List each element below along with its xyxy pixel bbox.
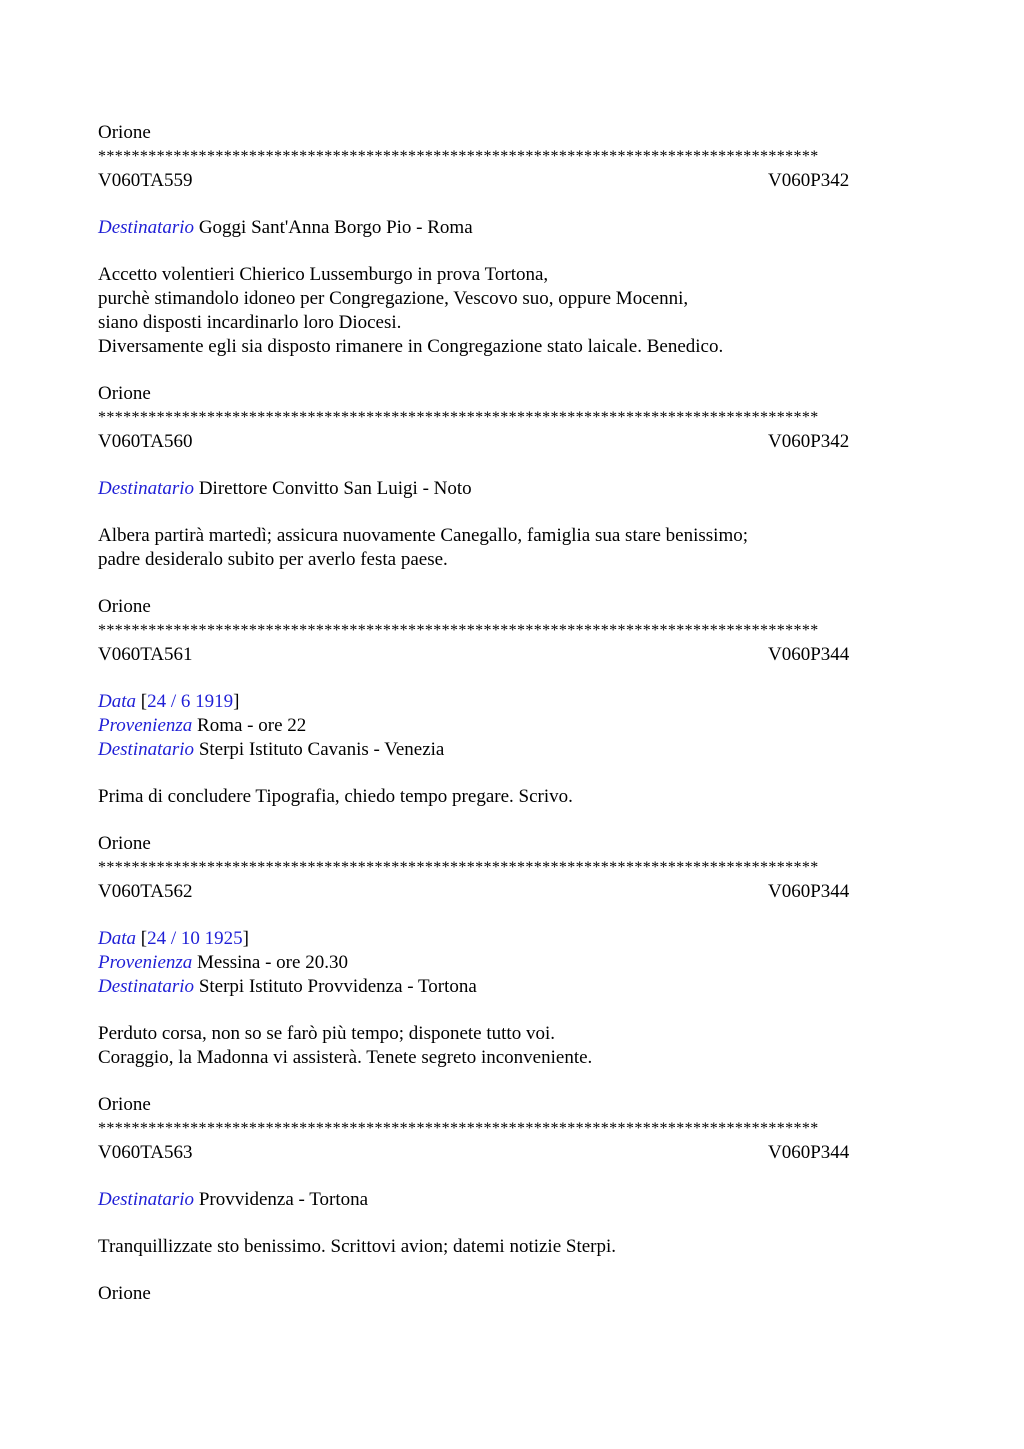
recipient-label: Destinatario [98, 217, 195, 238]
origin-label: Provenienza [98, 715, 193, 736]
body-line: Albera partirà martedì; assicura nuovamente Canegallo, famiglia sua stare benissimo; [98, 525, 748, 546]
recipient-line [98, 1188, 924, 1212]
document-page [98, 121, 924, 1306]
date-label: Data [98, 691, 136, 712]
body-line: Accetto volentieri Chierico Lussemburgo in prova Tortona, [98, 264, 549, 285]
separator-line: ************************************************************************************** [98, 859, 819, 876]
page-reference: V060P344 [768, 1142, 850, 1163]
origin-value: Roma - ore 22 [197, 715, 307, 736]
date-label: Data [98, 928, 136, 949]
recipient-label: Destinatario [98, 976, 195, 997]
recipient-line [98, 477, 924, 501]
telegram-entry [98, 1117, 924, 1306]
date-line: Data [24 / 6 1919] [98, 691, 240, 712]
entry-id-row [98, 1141, 924, 1165]
entry-id: V060TA560 [98, 431, 193, 452]
body-line: Diversamente egli sia disposto rimanere in Congregazione stato laicale. Benedico. [98, 336, 724, 357]
body-line: purchè stimandolo idoneo per Congregazione, Vescovo suo, oppure Mocenni, [98, 288, 689, 309]
origin-line [98, 951, 924, 975]
entry-id: V060TA562 [98, 881, 193, 902]
body-line: Perduto corsa, non so se farò più tempo; disponete tutto voi. [98, 1023, 555, 1044]
origin-value: Messina - ore 20.30 [197, 952, 348, 973]
date-value: 24 / 10 1925 [147, 928, 243, 949]
header-signature: Orione [98, 122, 151, 143]
separator-line: ************************************************************************************** [98, 1120, 819, 1137]
recipient-value: Direttore Convitto San Luigi - Noto [198, 478, 472, 499]
signature: Orione [98, 596, 151, 617]
recipient-value: Sterpi Istituto Cavanis - Venezia [198, 739, 445, 760]
origin-label: Provenienza [98, 952, 193, 973]
date-line: Data [24 / 10 1925] [98, 928, 249, 949]
recipient-line [98, 975, 924, 999]
recipient-value: Goggi Sant'Anna Borgo Pio - Roma [198, 217, 473, 238]
entry-id: V060TA563 [98, 1142, 193, 1163]
signature: Orione [98, 383, 151, 404]
signature: Orione [98, 1283, 151, 1304]
signature: Orione [98, 833, 151, 854]
date-value: 24 / 6 1919 [147, 691, 234, 712]
separator-line: ************************************************************************************** [98, 148, 819, 165]
page-reference: V060P344 [768, 644, 850, 665]
page-reference: V060P342 [768, 170, 850, 191]
body-line: siano disposti incardinarlo loro Diocesi. [98, 312, 402, 333]
recipient-value: Provvidenza - Tortona [198, 1189, 369, 1210]
body-line: Tranquillizzate sto benissimo. Scrittovi avion; datemi notizie Sterpi. [98, 1236, 617, 1257]
body-line: Coraggio, la Madonna vi assisterà. Tenete segreto inconveniente. [98, 1047, 593, 1068]
telegram-entry [98, 856, 924, 1117]
recipient-label: Destinatario [98, 478, 195, 499]
body-line: padre desideralo subito per averlo festa paese. [98, 549, 448, 570]
recipient-line [98, 216, 924, 240]
entry-id-row [98, 430, 924, 454]
entry-id: V060TA561 [98, 644, 193, 665]
telegram-entry [98, 619, 924, 856]
telegram-entry [98, 406, 924, 619]
recipient-value: Sterpi Istituto Provvidenza - Tortona [198, 976, 477, 997]
page-reference: V060P342 [768, 431, 850, 452]
page-reference: V060P344 [768, 881, 850, 902]
body-line: Prima di concludere Tipografia, chiedo tempo pregare. Scrivo. [98, 786, 573, 807]
signature: Orione [98, 1094, 151, 1115]
separator-line: ************************************************************************************** [98, 409, 819, 426]
recipient-label: Destinatario [98, 739, 195, 760]
recipient-line [98, 738, 924, 762]
entry-id-row [98, 880, 924, 904]
origin-line [98, 714, 924, 738]
telegram-entry [98, 145, 924, 406]
entry-id-row [98, 169, 924, 193]
entry-id: V060TA559 [98, 170, 193, 191]
entry-id-row [98, 643, 924, 667]
separator-line: ************************************************************************************** [98, 622, 819, 639]
recipient-label: Destinatario [98, 1189, 195, 1210]
